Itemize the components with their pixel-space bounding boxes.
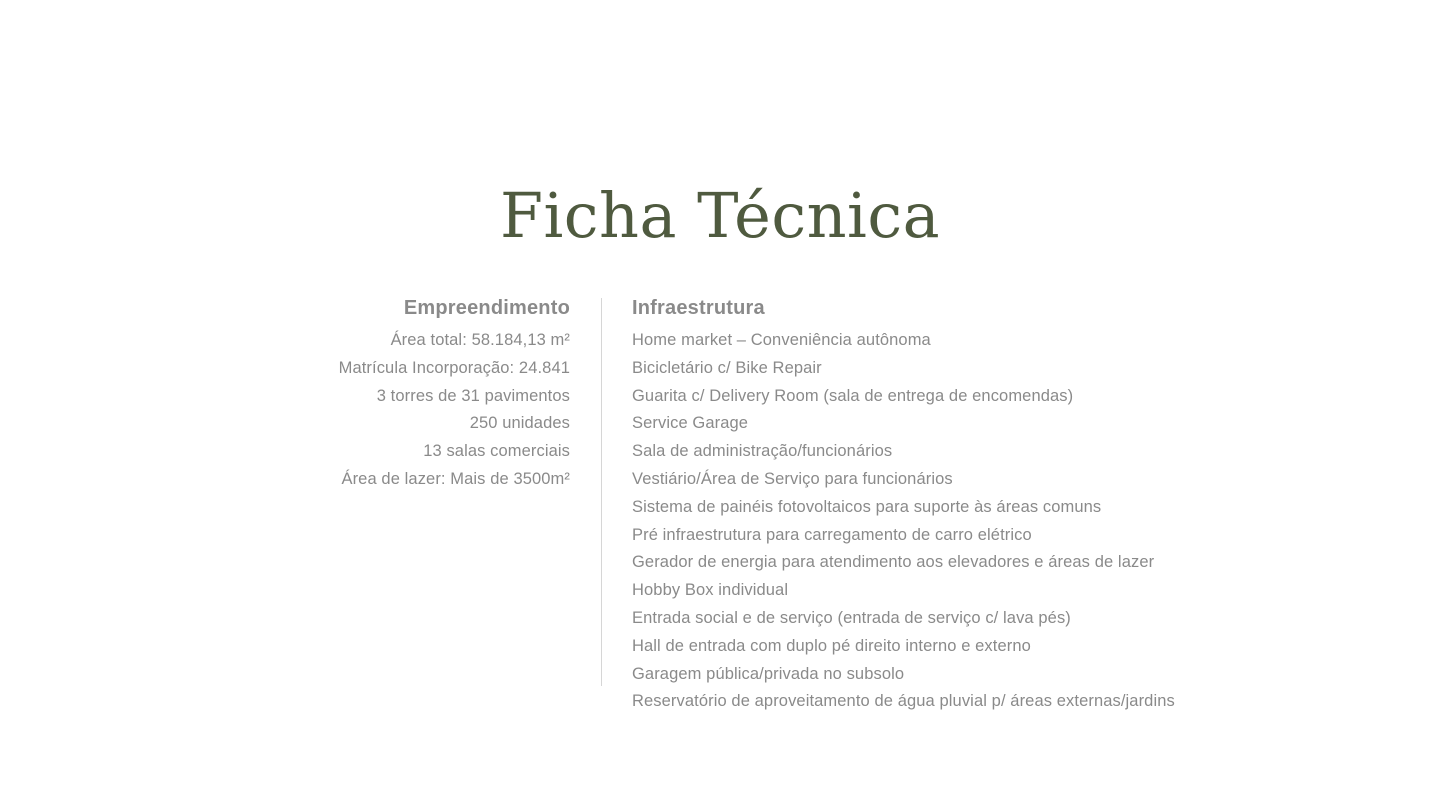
empreendimento-list — [250, 327, 570, 494]
infraestrutura-item: Home market – Conveniência autônoma — [632, 331, 931, 349]
empreendimento-item-area-lazer: Área de lazer: Mais de 3500m² — [341, 469, 570, 488]
infraestrutura-item: Bicicletário c/ Bike Repair — [632, 358, 822, 377]
infraestrutura-section — [632, 294, 1252, 716]
infraestrutura-item: Sala de administração/funcionários — [632, 442, 893, 461]
infraestrutura-item: Vestiário/Área de Serviço para funcionários — [632, 469, 953, 488]
page-title: Ficha Técnica — [499, 179, 941, 252]
empreendimento-item-unidades: 250 unidades — [469, 414, 570, 433]
infraestrutura-heading: Infraestrutura — [632, 297, 765, 319]
infraestrutura-item: Gerador de energia para atendimento aos elevadores e áreas de lazer — [632, 553, 1155, 572]
infraestrutura-item: Hobby Box individual — [632, 581, 789, 600]
infraestrutura-item: Sistema de painéis fotovoltaicos para suporte às áreas comuns — [632, 497, 1102, 516]
infraestrutura-item: Reservatório de aproveitamento de água pluvial p/ áreas externas/jardins — [632, 692, 1175, 711]
column-divider — [601, 298, 602, 686]
empreendimento-item-area-total: Área total: 58.184,13 m² — [390, 331, 570, 349]
empreendimento-item-torres: 3 torres de 31 pavimentos — [376, 386, 570, 405]
infraestrutura-item: Service Garage — [632, 414, 749, 433]
infraestrutura-item: Garagem pública/privada no subsolo — [632, 664, 905, 683]
empreendimento-section — [250, 294, 570, 494]
infraestrutura-item: Entrada social e de serviço (entrada de serviço c/ lava pés) — [632, 608, 1071, 627]
empreendimento-item-salas: 13 salas comerciais — [423, 442, 570, 461]
infraestrutura-item: Pré infraestrutura para carregamento de carro elétrico — [632, 525, 1032, 544]
infraestrutura-list — [632, 327, 1252, 716]
infraestrutura-item: Guarita c/ Delivery Room (sala de entrega de encomendas) — [632, 386, 1074, 405]
infraestrutura-item: Hall de entrada com duplo pé direito interno e externo — [632, 636, 1031, 655]
empreendimento-item-matricula: Matrícula Incorporação: 24.841 — [338, 358, 570, 377]
empreendimento-heading: Empreendimento — [403, 297, 570, 319]
